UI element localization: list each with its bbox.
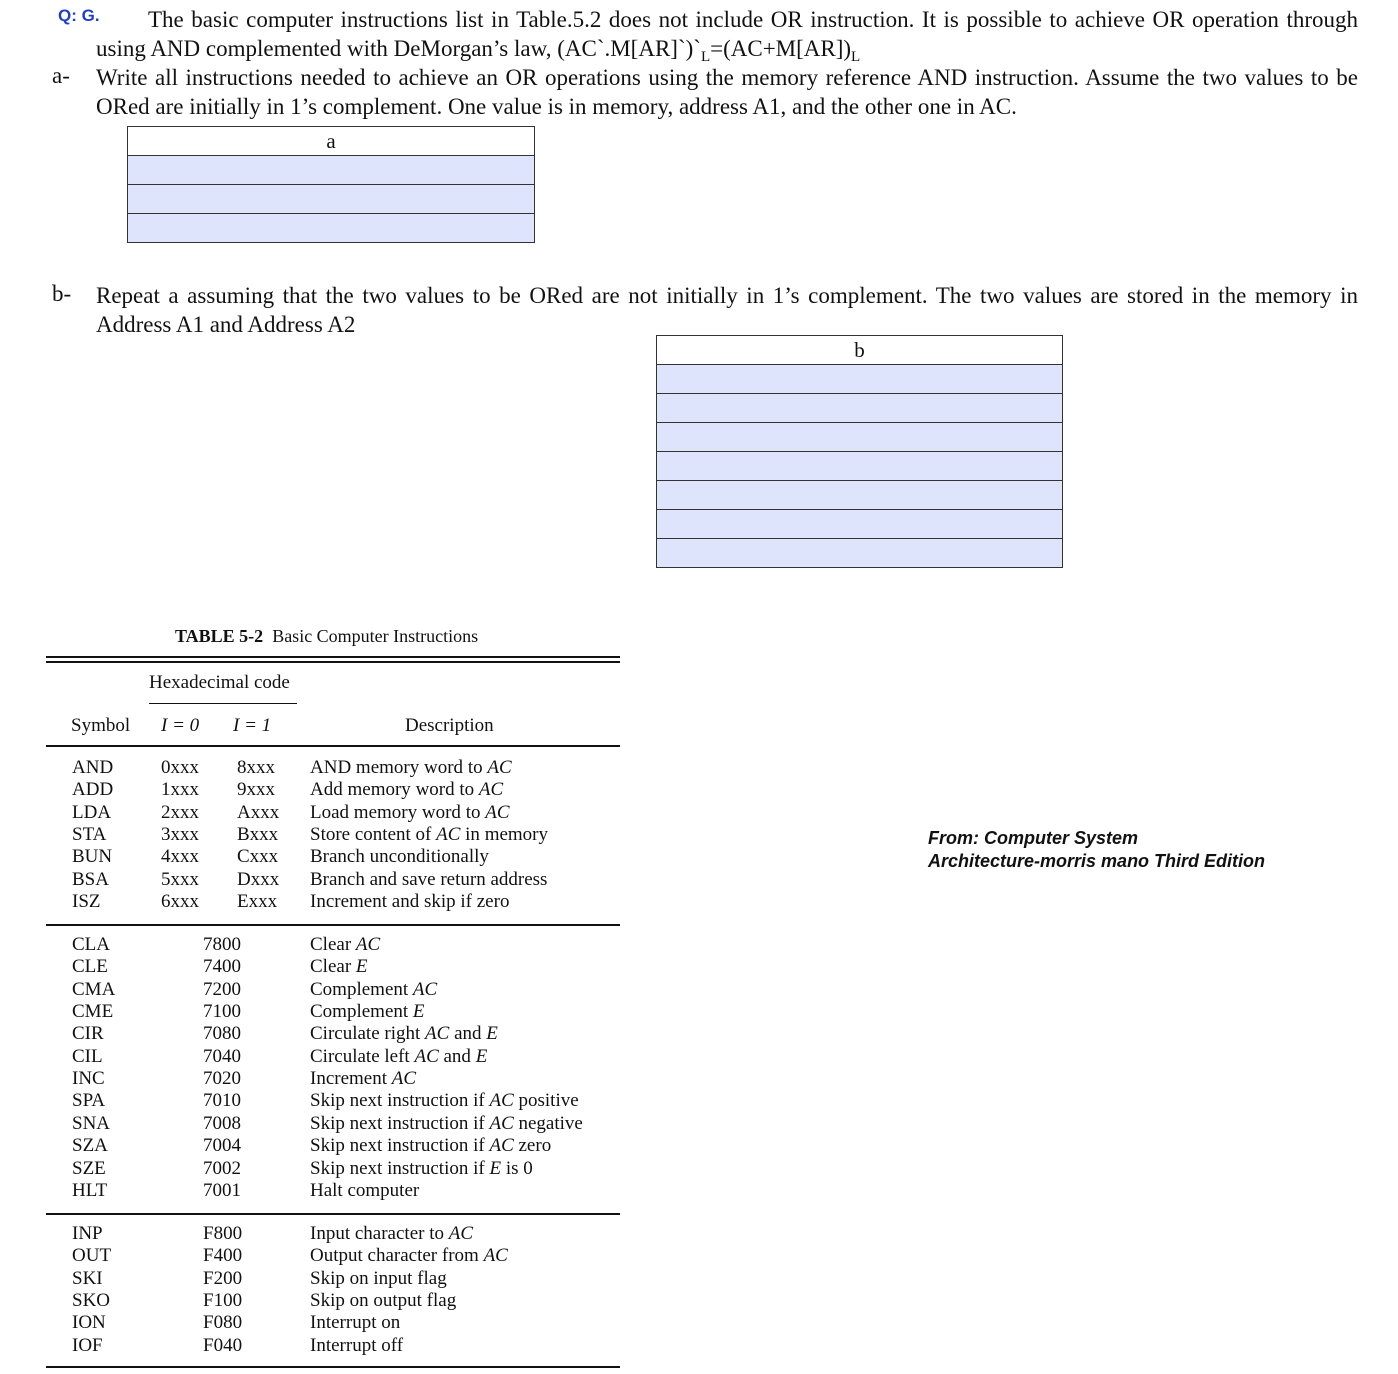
- instruction-row-cir: [0, 1023, 640, 1045]
- instruction-row-sza: [0, 1135, 640, 1157]
- instruction-description: Branch unconditionally: [310, 846, 489, 868]
- instruction-row-and: [0, 757, 640, 779]
- answer-table-a: [127, 126, 535, 243]
- header-description: Description: [405, 715, 494, 736]
- instruction-description: Input character to AC: [310, 1223, 474, 1244]
- instruction-description: Interrupt on: [310, 1312, 401, 1334]
- instruction-symbol: CLA: [72, 934, 110, 955]
- instruction-symbol: CIR: [72, 1023, 104, 1045]
- instruction-symbol: SKI: [72, 1267, 103, 1289]
- answer-row-b-1[interactable]: [657, 365, 1063, 394]
- instruction-description: Clear AC: [310, 934, 381, 955]
- source-line-2: Architecture-morris mano Third Edition: [928, 851, 1266, 871]
- instruction-row-out: [0, 1245, 640, 1267]
- instruction-row-inc: [0, 1068, 640, 1090]
- instruction-code: 7400: [203, 956, 241, 978]
- instruction-description: Branch and save return address: [310, 868, 548, 890]
- instruction-description: Increment AC: [310, 1068, 417, 1090]
- instruction-symbol: ISZ: [72, 891, 101, 913]
- header-symbol: Symbol: [71, 715, 131, 736]
- instruction-row-inp: [0, 1223, 640, 1245]
- instruction-code-i1: 9xxx: [237, 779, 275, 801]
- instruction-row-spa: [0, 1090, 640, 1112]
- instruction-code-i0: 0xxx: [161, 757, 199, 778]
- group-rule-2: [46, 1213, 620, 1215]
- question-sub-2: L: [851, 49, 861, 65]
- instruction-symbol: OUT: [72, 1245, 112, 1267]
- instruction-code-i0: 4xxx: [161, 846, 199, 868]
- instruction-row-cle: [0, 956, 640, 978]
- instruction-description: Complement AC: [310, 978, 438, 1000]
- instruction-code: 7200: [203, 978, 241, 1000]
- instruction-code: 7020: [203, 1068, 241, 1090]
- answer-row-b-7[interactable]: [657, 539, 1063, 568]
- instruction-row-ion: [0, 1312, 640, 1334]
- instruction-code-i0: 6xxx: [161, 891, 199, 913]
- instruction-description: Skip next instruction if AC zero: [310, 1135, 552, 1157]
- instruction-description: Complement E: [310, 1001, 425, 1023]
- instruction-row-ski: [0, 1268, 640, 1290]
- instruction-description: Store content of AC in memory: [310, 824, 549, 846]
- instruction-row-iof: [0, 1335, 640, 1357]
- instruction-description: Circulate left AC and E: [310, 1045, 488, 1067]
- header-bottom-rule: [46, 745, 620, 747]
- instruction-code: F080: [203, 1312, 243, 1334]
- instruction-row-cla: [0, 934, 640, 956]
- instruction-row-cil: [0, 1046, 640, 1068]
- instruction-code-i0: 1xxx: [161, 779, 199, 801]
- instruction-code-i0: 2xxx: [161, 801, 199, 823]
- question-text-1: The basic computer instructions list in Table.5.2 does not include OR instruction. It is possible to achieve OR operation through using AND complemented with DeMorgan’s law, (AC`.M[AR]`)`: [96, 7, 1358, 61]
- answer-row-a-3[interactable]: [128, 214, 535, 243]
- instruction-description: Increment and skip if zero: [310, 891, 510, 913]
- table-top-rule-2: [46, 661, 620, 663]
- instruction-row-sna: [0, 1113, 640, 1135]
- instruction-symbol: SNA: [72, 1112, 111, 1134]
- question-label: Q: G.: [58, 6, 100, 25]
- instruction-description: Skip next instruction if E is 0: [310, 1157, 533, 1179]
- instruction-code-i1: 8xxx: [237, 757, 275, 778]
- instruction-code: F400: [203, 1245, 243, 1267]
- answer-row-b-4[interactable]: [657, 452, 1063, 481]
- caption-label: TABLE 5-2: [175, 626, 264, 646]
- instruction-symbol: CIL: [72, 1045, 103, 1067]
- instruction-code: 7004: [203, 1135, 241, 1157]
- instruction-code: 7002: [203, 1157, 241, 1179]
- instruction-row-bun: [0, 846, 640, 868]
- instruction-description: Halt computer: [310, 1179, 420, 1201]
- instruction-description: AND memory word to AC: [310, 757, 512, 778]
- instruction-code: 7001: [203, 1179, 241, 1201]
- instruction-code: F100: [203, 1290, 243, 1312]
- instruction-row-isz: [0, 891, 640, 913]
- source-note: [928, 827, 1265, 873]
- instruction-symbol: CLE: [72, 956, 108, 978]
- answer-table-b-header: b: [657, 336, 1063, 365]
- instruction-symbol: CME: [72, 1001, 114, 1023]
- instruction-code: 7008: [203, 1112, 241, 1134]
- table-top-rule: [46, 656, 620, 658]
- instruction-code-i1: Cxxx: [237, 846, 279, 868]
- instruction-description: Output character from AC: [310, 1245, 508, 1267]
- instruction-code-i0: 3xxx: [161, 824, 199, 846]
- instruction-row-sko: [0, 1290, 640, 1312]
- answer-row-b-3[interactable]: [657, 423, 1063, 452]
- answer-table-b: [656, 335, 1063, 568]
- instruction-symbol: HLT: [72, 1179, 108, 1201]
- instruction-symbol: INP: [72, 1223, 103, 1244]
- instruction-code-i1: Axxx: [237, 801, 280, 823]
- instruction-symbol: SPA: [72, 1090, 106, 1112]
- header-hex-rule: [149, 703, 297, 704]
- instruction-description: Skip on output flag: [310, 1290, 457, 1312]
- instruction-code-i1: Exxx: [237, 891, 278, 913]
- answer-row-a-1[interactable]: [128, 156, 535, 185]
- instruction-symbol: SZE: [72, 1157, 106, 1179]
- caption-title: Basic Computer Instructions: [272, 626, 479, 646]
- instruction-row-bsa: [0, 869, 640, 891]
- instruction-code: 7100: [203, 1001, 241, 1023]
- instruction-row-lda: [0, 802, 640, 824]
- source-line-1: From: Computer System: [928, 828, 1139, 848]
- instruction-description: Interrupt off: [310, 1334, 404, 1356]
- answer-row-b-2[interactable]: [657, 394, 1063, 423]
- part-a-label: a-: [52, 63, 70, 88]
- header-hex: Hexadecimal code: [149, 672, 290, 693]
- instruction-description: Add memory word to AC: [310, 779, 504, 801]
- instruction-row-cme: [0, 1001, 640, 1023]
- instruction-code-i1: Bxxx: [237, 824, 279, 846]
- instruction-row-sze: [0, 1158, 640, 1180]
- instruction-code-i0: 5xxx: [161, 868, 199, 890]
- instruction-symbol: LDA: [72, 801, 112, 823]
- part-b-text: Repeat a assuming that the two values to be ORed are not initially in 1’s complement. The two values are stored in the memory in Address A1 and Address A2: [96, 283, 1358, 337]
- header-i1: I = 1: [233, 715, 272, 736]
- instruction-symbol: SZA: [72, 1135, 108, 1157]
- instruction-symbol: SKO: [72, 1290, 111, 1312]
- header-i0: I = 0: [161, 715, 200, 736]
- instruction-symbol: IOF: [72, 1334, 103, 1356]
- instruction-description: Load memory word to AC: [310, 801, 510, 823]
- instruction-symbol: INC: [72, 1068, 105, 1090]
- instruction-symbol: CMA: [72, 978, 116, 1000]
- instruction-code: 7010: [203, 1090, 241, 1112]
- instruction-code-i1: Dxxx: [237, 868, 280, 890]
- question-text-2: =(AC+M[AR]): [710, 36, 852, 61]
- question-text: [96, 5, 1358, 72]
- instruction-symbol: AND: [72, 757, 114, 778]
- instruction-row-hlt: [0, 1180, 640, 1202]
- answer-table-a-header: a: [128, 127, 535, 156]
- answer-row-a-2[interactable]: [128, 185, 535, 214]
- part-b-label: b-: [52, 281, 72, 306]
- instruction-description: Skip next instruction if AC negative: [310, 1112, 583, 1134]
- instruction-code: 7800: [203, 934, 241, 955]
- instruction-code: F200: [203, 1267, 243, 1289]
- instruction-code: F800: [203, 1223, 243, 1244]
- instruction-code: F040: [203, 1334, 243, 1356]
- instruction-description: Skip next instruction if AC positive: [310, 1090, 579, 1112]
- question-sub-1: L: [700, 49, 711, 65]
- instruction-symbol: STA: [72, 824, 107, 846]
- instruction-symbol: ION: [72, 1312, 106, 1334]
- instruction-code: 7080: [203, 1023, 241, 1045]
- instruction-row-sta: [0, 824, 640, 846]
- group-rule-1: [46, 924, 620, 926]
- instruction-symbol: BSA: [72, 868, 109, 890]
- instruction-symbol: ADD: [72, 779, 114, 801]
- instruction-description: Circulate right AC and E: [310, 1023, 498, 1045]
- instruction-description: Clear E: [310, 956, 368, 978]
- instruction-description: Skip on input flag: [310, 1267, 447, 1289]
- instruction-row-cma: [0, 979, 640, 1001]
- instruction-symbol: BUN: [72, 846, 113, 868]
- part-a-text: Write all instructions needed to achieve an OR operations using the memory reference AND instruction. Assume the two values to be ORed are initially in 1’s complement. One value is in memory, address A1, and the other one in AC.: [96, 65, 1358, 119]
- reference-table-caption: [175, 626, 478, 647]
- answer-row-b-6[interactable]: [657, 510, 1063, 539]
- table-bottom-rule: [46, 1366, 620, 1368]
- instruction-code: 7040: [203, 1045, 241, 1067]
- answer-row-b-5[interactable]: [657, 481, 1063, 510]
- instruction-row-add: [0, 779, 640, 801]
